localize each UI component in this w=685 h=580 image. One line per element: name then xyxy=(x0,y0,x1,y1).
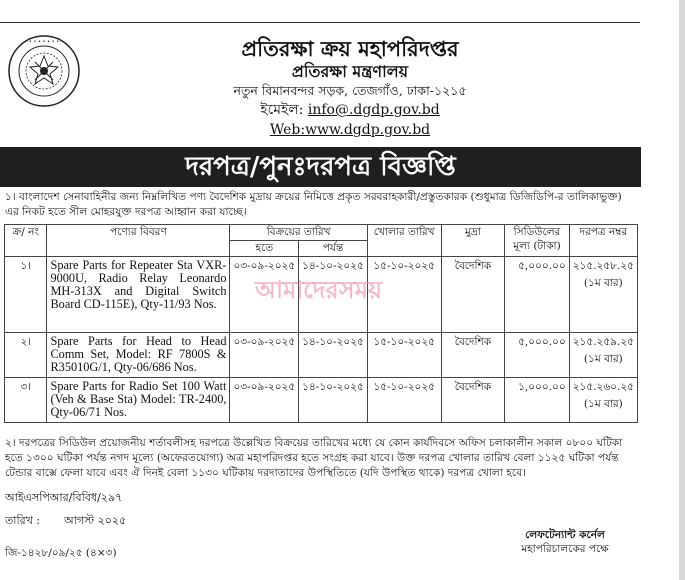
row-description: Spare Parts for Repeater Sta VXR-9000U, Radio Relay Leonardo MH-313X and Digital Switch Board CD-115E), Qty-11/93 Nos. xyxy=(47,257,230,333)
row-tender-no: ২১৫.২৬০.২৫ xyxy=(572,381,634,393)
row-sl: ৩। xyxy=(5,378,47,423)
row-sale-from: ০৩-০৯-২০২৫ xyxy=(230,257,299,333)
top-rule xyxy=(0,22,640,23)
row-tender-no: ২১৫.২৫৮.২৫ xyxy=(572,260,634,272)
org-name: প্রতিরক্ষা ক্রয় মহাপরিদপ্তর xyxy=(241,36,459,61)
notice-banner: দরপত্র/পুনঃদরপত্র বিজ্ঞপ্তি xyxy=(0,147,641,187)
table-row xyxy=(5,378,638,423)
col-description: পণ্যের বিবরণ xyxy=(47,225,230,257)
note-paragraph: ২। দরপত্রের সিডিউল প্রয়োজনীয় শর্তাবলীসহ দরপত্রে উল্লেখিত বিক্রয়ের তারিখের মধ্যে যে কোন কার্যদিবসে অফিস চলাকালীন সকাল ০৮০০ ঘটিকা হতে ১৩০০ ঘটিকা পর্যন্ত নগদ মূল্যে (অফেরতযোগ্য) অত্র মহাপরিদপ্তর হতে সংগ্রহ করা যাবে। উক্ত দরপত্র খোলার তারিখ বেলা ১১২৫ ঘটিকা পর্যন্ত টেন্ডার বাক্সে ফেলা যাবে এবং ঐ দিনই বেলা ১১৩০ ঘটিকায় দরদাতাদের উপস্থিতিতে (যদি উপস্থিত থাকে) দরপত্র খোলা হবে। xyxy=(5,437,623,479)
row-sale-to: ১৪-১০-২০২৫ xyxy=(299,333,368,378)
row-sale-to: ১৪-১০-২০২৫ xyxy=(299,257,368,333)
table-row xyxy=(5,333,638,378)
row-open-date: ১৫-১০-২০২৫ xyxy=(367,378,441,423)
row-open-date: ১৫-১০-২০২৫ xyxy=(367,333,441,378)
intro-paragraph: ১। বাংলাদেশ সেনাবাহিনীর জন্য নিম্নলিখিত পণ্য বৈদেশিক মুদ্রায় ক্রয়ের নিমিত্তে প্রকৃত সরবরাহকারী/প্রস্তুতকারক (শুধুমাত্র ডিজিডিপি-র তালিকাভুক্ত) এর নিকট হতে সীল মোহরযুক্ত দরপত্র আহ্বান করা যাচ্ছে। xyxy=(5,191,622,218)
email-link[interactable]: info@.dgdp.gov.bd xyxy=(307,102,440,118)
row-tender-round: (১ম বার) xyxy=(583,277,623,289)
row-tender xyxy=(569,378,637,423)
row-currency: বৈদেশিক xyxy=(441,257,505,333)
ministry-name: প্রতিরক্ষা মন্ত্রণালয় xyxy=(291,62,409,81)
header xyxy=(150,36,550,140)
reference-number: আইএসপিআর/বিবিধ/২৯৭ xyxy=(5,491,123,504)
date-line xyxy=(5,512,126,531)
row-description: Spare Parts for Radio Set 100 Watt (Veh & Base Sta) Model: TR-2400, Qty-06/71 Nos. xyxy=(47,378,230,423)
address: নতুন বিমানবন্দর সড়ক, তেজগাঁও, ঢাকা-১২১৫ xyxy=(233,83,467,98)
row-currency: বৈদেশিক xyxy=(441,378,505,423)
web-label: Web: xyxy=(269,122,306,138)
row-sl: ১। xyxy=(5,257,47,333)
date-label: তারিখ : xyxy=(5,514,41,527)
web-link[interactable]: www.dgdp.gov.bd xyxy=(305,122,431,138)
email-label: ইমেইল: xyxy=(260,102,308,118)
row-open-date: ১৫-১০-২০২৫ xyxy=(367,257,441,333)
col-schedule-price: সিডিউলের মূল্য (টাকা) xyxy=(505,225,569,257)
row-price: ১,০০০.০০ xyxy=(505,378,569,423)
web-line xyxy=(150,120,550,140)
row-description: Spare Parts for Head to Head Comm Set, Model: RF 7800S & R35010G/1, Qty-06/686 Nos. xyxy=(47,333,230,378)
row-tender xyxy=(569,257,637,333)
row-tender-no: ২১৫.২৫৯.২৫ xyxy=(572,336,634,348)
row-sale-to: ১৪-১০-২০২৫ xyxy=(299,378,368,423)
row-sale-from: ০৩-০৯-২০২৫ xyxy=(230,378,299,423)
col-from: হতে xyxy=(230,241,299,257)
row-tender-round: (১ম বার) xyxy=(583,353,623,365)
row-sl: ২। xyxy=(5,333,47,378)
svg-text:• • • • • • •: • • • • • • • xyxy=(28,39,60,45)
row-tender xyxy=(569,333,637,378)
newspaper-watermark: আমাদেরসময় xyxy=(255,275,383,304)
col-to: পর্যন্ত xyxy=(299,241,368,257)
col-currency: মুদ্রা xyxy=(441,225,505,257)
tender-table xyxy=(4,224,638,423)
signature-rank: লেফটেন্যান্ট কর্নেল xyxy=(525,529,605,541)
row-sale-from: ০৩-০৯-২০২৫ xyxy=(230,333,299,378)
row-tender-round: (১ম বার) xyxy=(583,398,623,410)
row-price: ৫,০০০.০০ xyxy=(505,333,569,378)
col-sl: ক্র/ নং xyxy=(5,225,47,257)
row-currency: বৈদেশিক xyxy=(441,333,505,378)
col-open-date: খোলার তারিখ xyxy=(367,225,441,257)
col-sale-date: বিক্রয়ের তারিখ xyxy=(230,225,367,241)
dgdp-seal-icon xyxy=(7,34,81,108)
signature-title: মহাপরিচালকের পক্ষে xyxy=(521,543,609,555)
row-price: ৫,০০০.০০ xyxy=(505,257,569,333)
date-value: আগস্ট ২০২৫ xyxy=(64,514,127,527)
ad-code: জি-১৪২৮/০৯/২৫ (৪×৩) xyxy=(5,547,117,559)
email-line xyxy=(150,100,550,120)
table-row xyxy=(5,257,638,333)
signature-block xyxy=(505,528,625,556)
col-tender-no: দরপত্র নম্বর xyxy=(569,225,637,257)
